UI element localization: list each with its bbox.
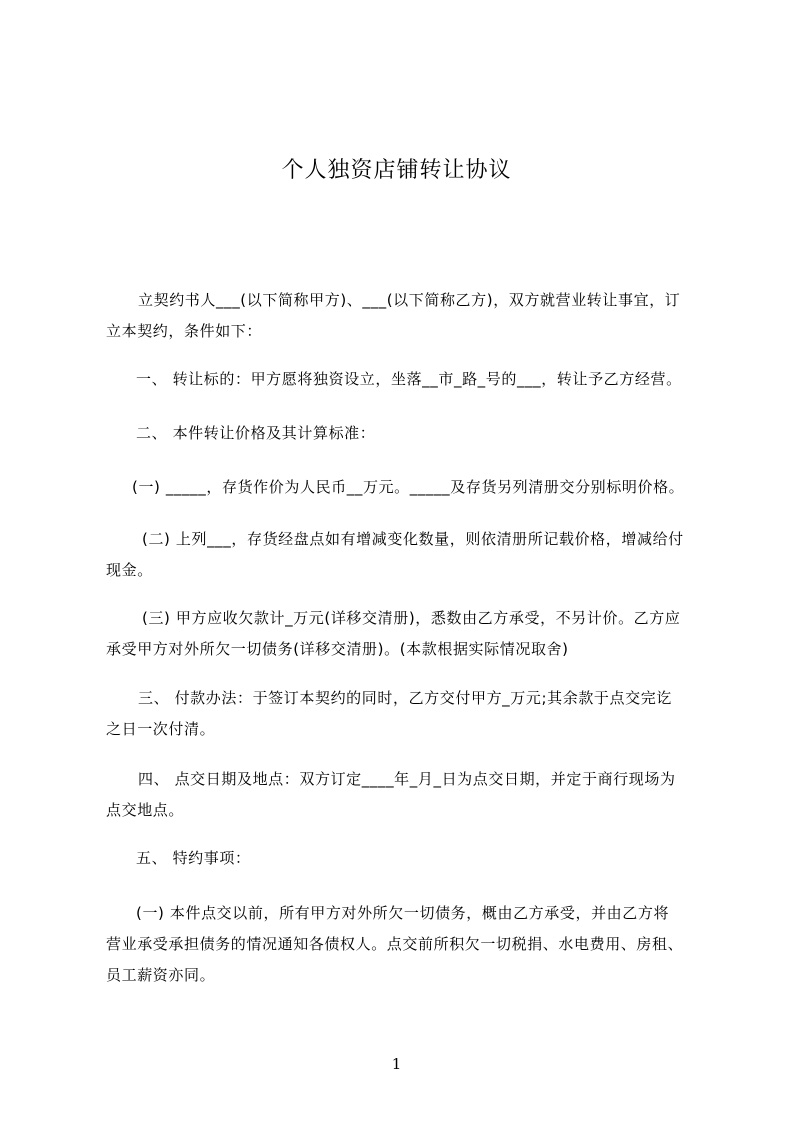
text-line: 点交地点。	[106, 801, 185, 819]
text-line: 现金。	[106, 561, 153, 579]
paragraph-clause-4	[106, 764, 706, 826]
text-line: (一) _____，存货作价为人民币__万元。_____及存货另列清册交分别标明价格。	[132, 478, 685, 496]
text-line: 四、 点交日期及地点：双方订定____年_月_日为点交日期，并定于商行现场为	[138, 770, 676, 788]
text-line: 二、 本件转让价格及其计算标准：	[136, 424, 376, 442]
text-line: (一) 本件点交以前，所有甲方对外所欠一切债务，概由乙方承受，并由乙方将	[136, 904, 670, 922]
paragraph-clause-3	[106, 683, 706, 745]
text-line: 承受甲方对外所欠一切债务(详移交清册)。(本款根据实际情况取舍)	[106, 640, 569, 658]
text-line: 员工薪资亦同。	[106, 966, 216, 984]
page-number: 1	[391, 1055, 402, 1073]
text-line: (二) 上列___，存货经盘点如有增减变化数量，则依清册所记载价格，增减给付	[142, 530, 684, 548]
text-line: 一、 转让标的：甲方愿将独资设立，坐落__市_路_号的___，转让予乙方经营。	[136, 370, 682, 388]
text-line: 营业承受承担债务的情况通知各债权人。点交前所积欠一切税捐、水电费用、房租、	[106, 935, 684, 953]
paragraph-clause-1	[106, 364, 706, 395]
paragraph-clause-2-2	[106, 524, 706, 586]
text-line: 立契约书人___(以下简称甲方)、___(以下简称乙方)，双方就营业转让事宜，订	[138, 291, 681, 309]
paragraph-clause-5	[106, 843, 706, 874]
paragraph-clause-2-1	[106, 472, 706, 503]
text-line: (三) 甲方应收欠款计_万元(详移交清册)，悉数由乙方承受，不另计价。乙方应	[142, 609, 681, 627]
paragraph-clause-2	[106, 418, 706, 449]
document-title: 个人独资店铺转让协议	[281, 157, 512, 183]
text-line: 三、 付款办法：于签订本契约的同时，乙方交付甲方_万元;其余款于点交完讫	[138, 689, 672, 707]
paragraph-preamble	[106, 285, 706, 347]
text-line: 五、 特约事项：	[136, 849, 251, 867]
text-line: 之日一次付清。	[106, 720, 216, 738]
paragraph-clause-2-3	[106, 603, 706, 665]
text-line: 立本契约，条件如下：	[106, 322, 263, 340]
paragraph-clause-5-1	[106, 898, 706, 991]
